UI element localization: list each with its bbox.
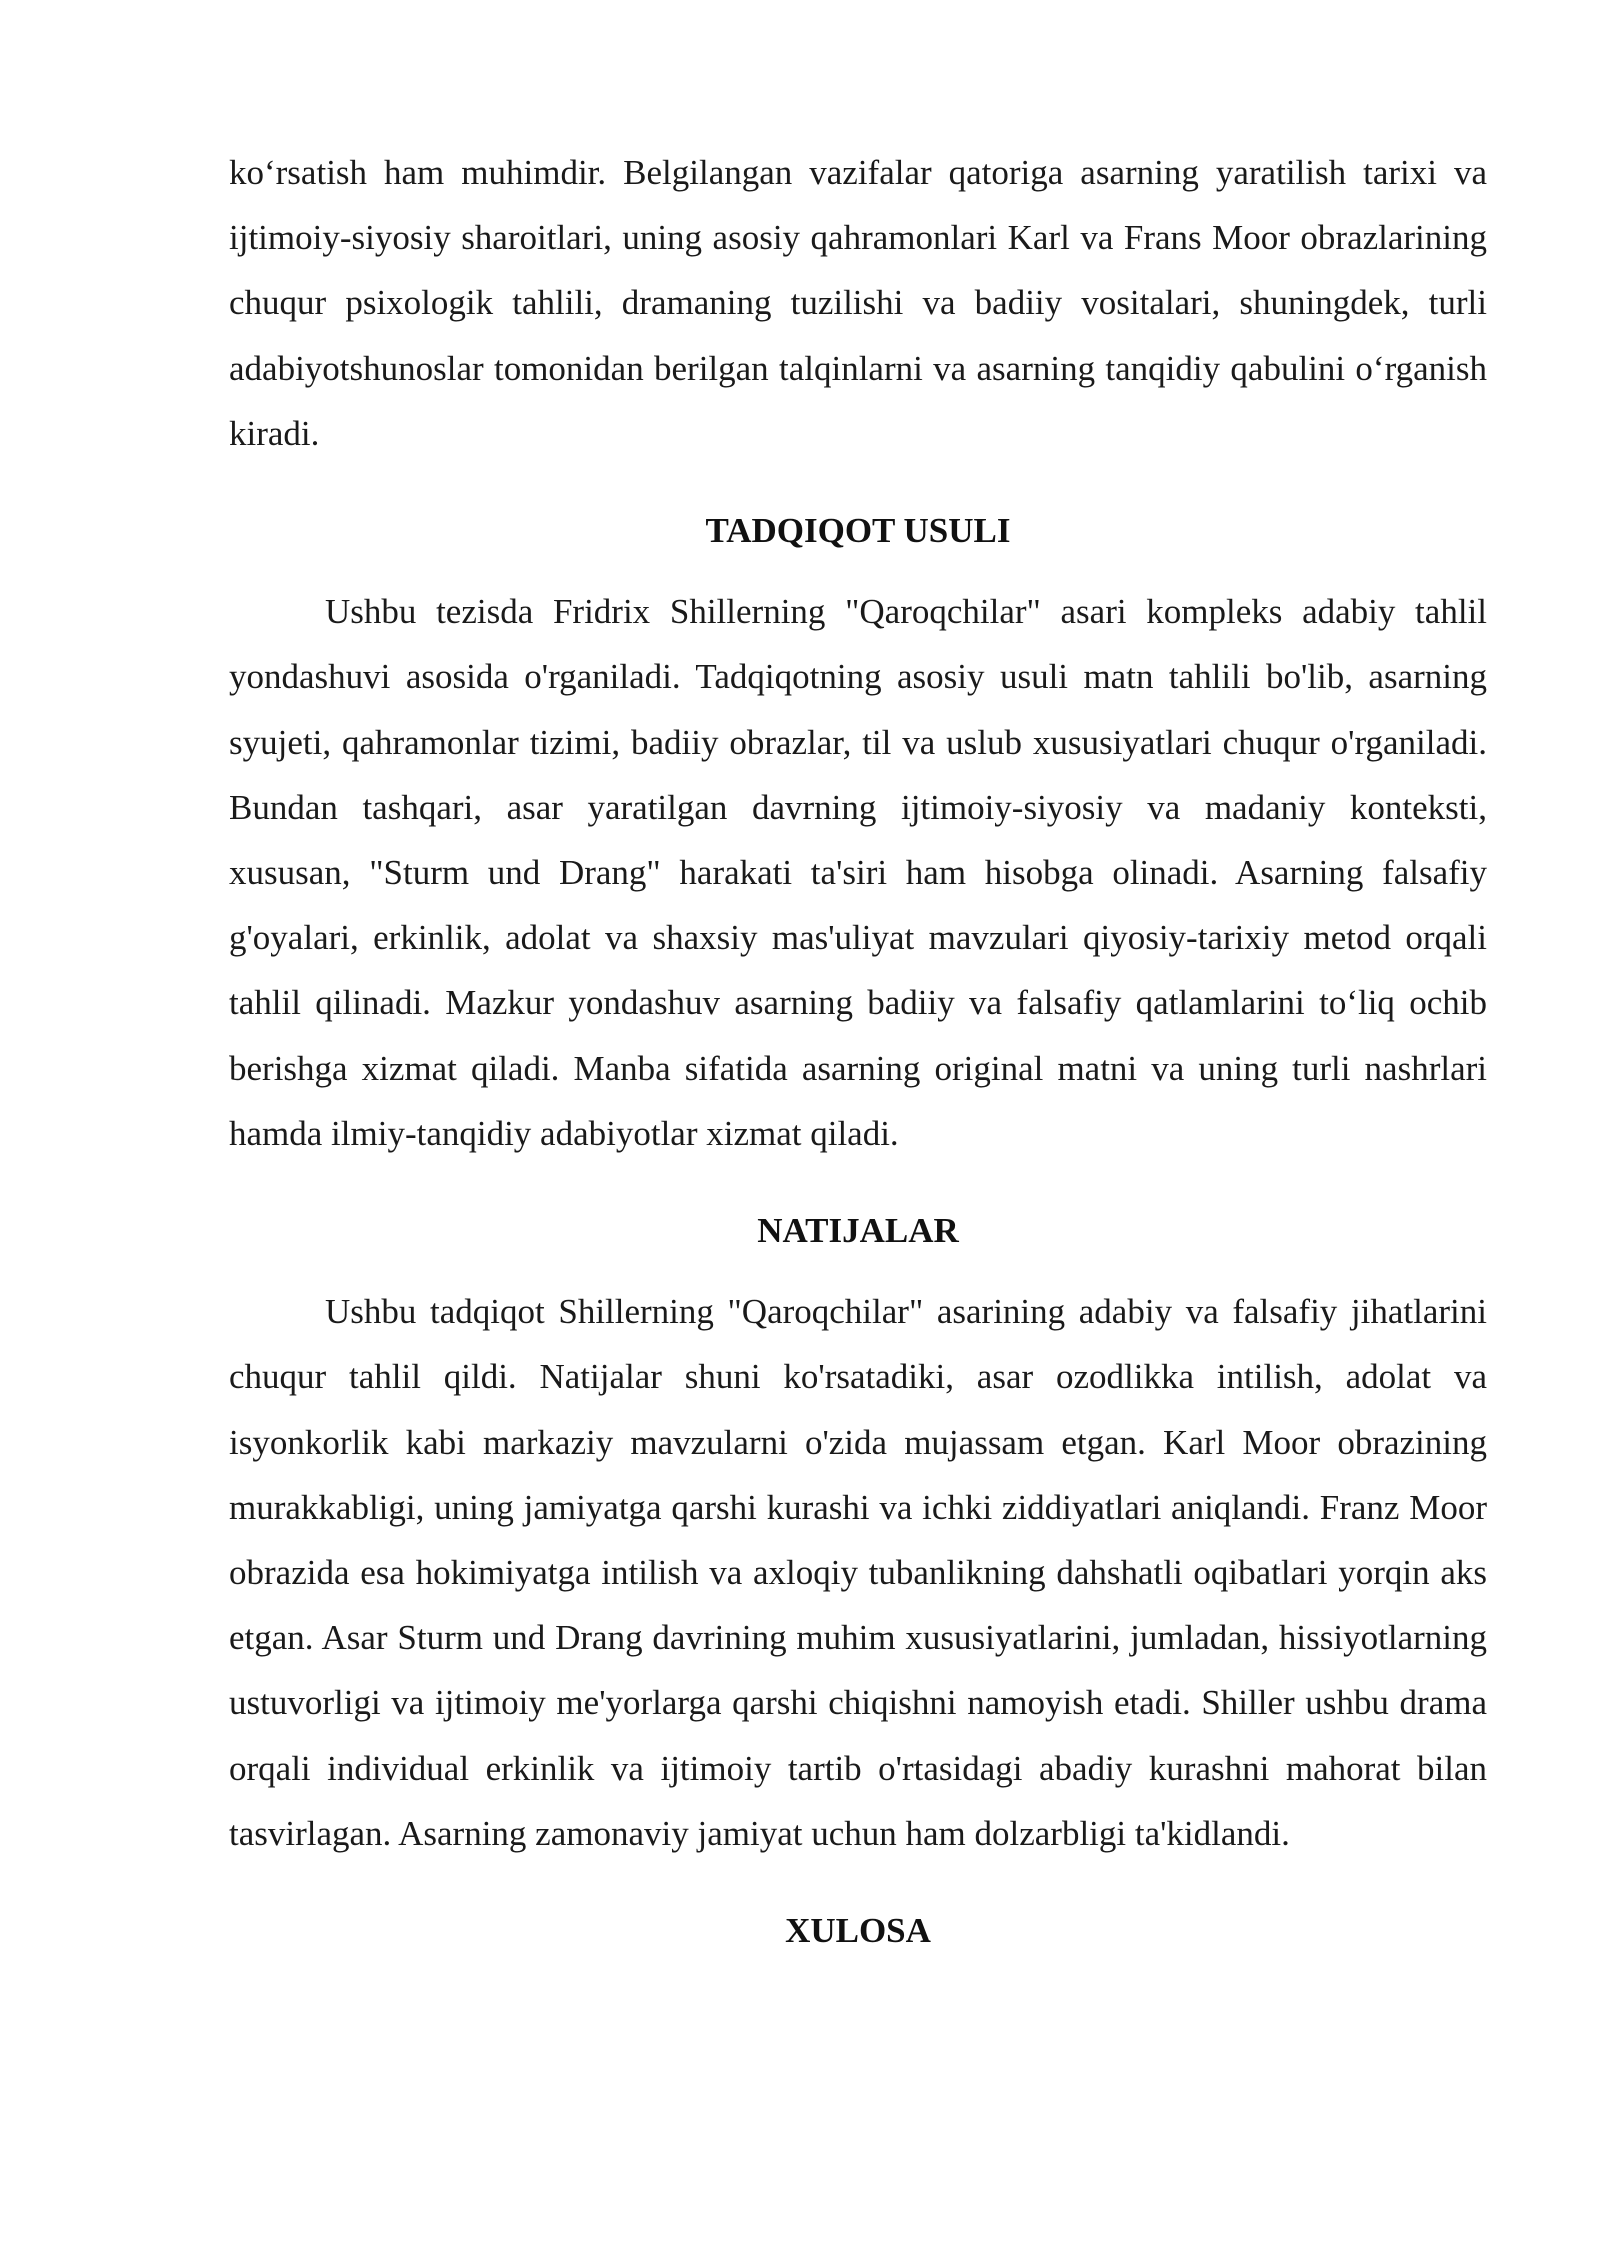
intro-paragraph: koʻrsatish ham muhimdir. Belgilangan vazifalar qatoriga asarning yaratilish tarixi va ijtimoiy-siyosiy sharoitlari, uning asosiy qahramonlari Karl va Frans Moor obrazlarining chuqur psixologik tahlili, dramaning tuzilishi va badiiy vositalari, shuningdek, turli adabiyotshunoslar tomonidan berilgan talqinlarni va asarning tanqidiy qabulini oʻrganish kiradi. xyxy=(229,153,1487,453)
section-heading-method: TADQIQOT USULI xyxy=(705,511,1011,551)
method-paragraph: Ushbu tezisda Fridrix Shillerning "Qaroqchilar" asari kompleks adabiy tahlil yondashuvi asosida o'rganiladi. Tadqiqotning asosiy usuli matn tahlili bo'lib, asarning syujeti, qahramonlar tizimi, badiiy obrazlar, til va uslub xususiyatlari chuqur o'rganiladi. Bundan tashqari, asar yaratilgan davrning ijtimoiy-siyosiy va madaniy konteksti, xususan, "Sturm und Drang" harakati ta'siri ham hisobga olinadi. Asarning falsafiy g'oyalari, erkinlik, adolat va shaxsiy mas'uliyat mavzulari qiyosiy-tarixiy metod orqali tahlil qilinadi. Mazkur yondashuv asarning badiiy va falsafiy qatlamlarini toʻliq ochib berishga xizmat qiladi. Manba sifatida asarning original matni va uning turli nashrlari hamda ilmiy-tanqidiy adabiyotlar xizmat qiladi. xyxy=(229,592,1487,1153)
results-paragraph: Ushbu tadqiqot Shillerning "Qaroqchilar" asarining adabiy va falsafiy jihatlarini chuqur tahlil qildi. Natijalar shuni ko'rsatadiki, asar ozodlikka intilish, adolat va isyonkorlik kabi markaziy mavzularni o'zida mujassam etgan. Karl Moor obrazining murakkabligi, uning jamiyatga qarshi kurashi va ichki ziddiyatlari aniqlandi. Franz Moor obrazida esa hokimiyatga intilish va axloqiy tubanlikning dahshatli oqibatlari yorqin aks etgan. Asar Sturm und Drang davrining muhim xususiyatlarini, jumladan, hissiyotlarning ustuvorligi va ijtimoiy me'yorlarga qarshi chiqishni namoyish etadi. Shiller ushbu drama orqali individual erkinlik va ijtimoiy tartib o'rtasidagi abadiy kurashni mahorat bilan tasvirlagan. Asarning zamonaviy jamiyat uchun ham dolzarbligi ta'kidlandi. xyxy=(229,1292,1487,1853)
section-heading-results: NATIJALAR xyxy=(757,1211,959,1251)
section-heading-conclusion: XULOSA xyxy=(785,1911,931,1951)
document-page xyxy=(229,140,1487,1963)
